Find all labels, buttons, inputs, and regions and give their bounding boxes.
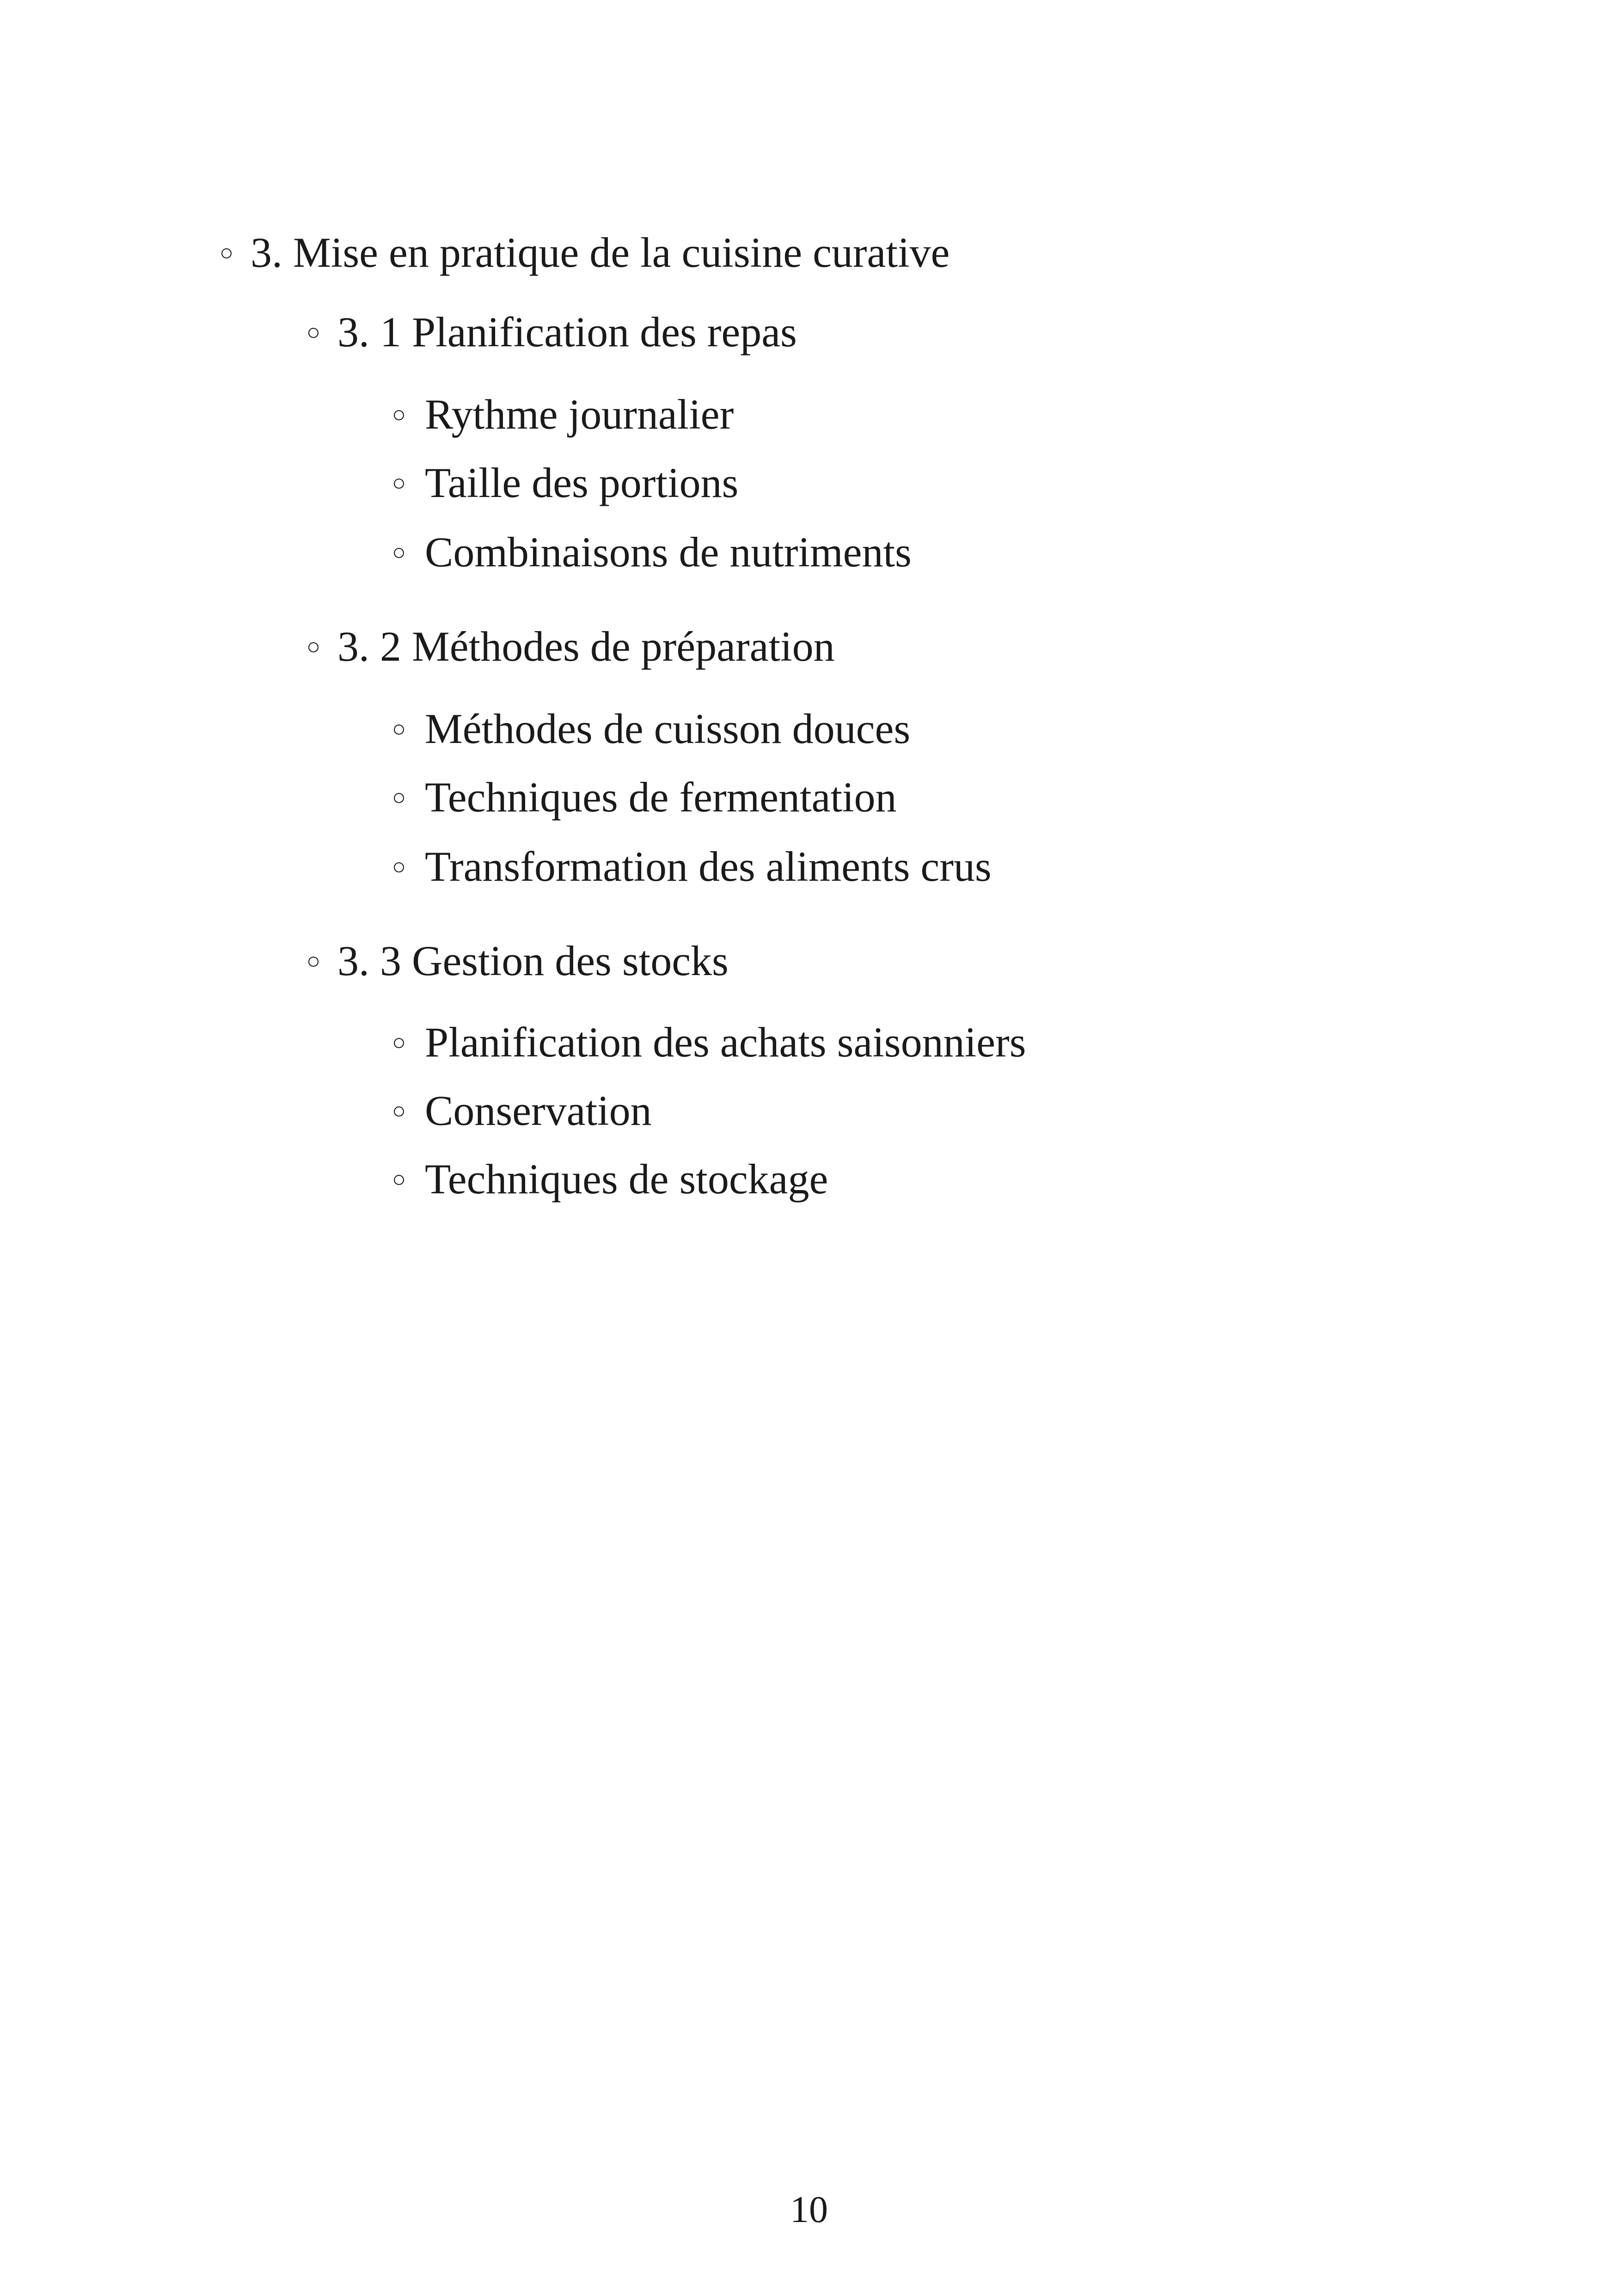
bullet-circle-icon: ○ xyxy=(392,539,406,565)
page-number: 10 xyxy=(790,2188,828,2230)
list-item-label: Transformation des aliments crus xyxy=(425,843,992,890)
list-item-label: Techniques de fermentation xyxy=(425,774,897,821)
bullet-circle-icon: ○ xyxy=(392,1029,406,1055)
bullet-circle-icon: ○ xyxy=(392,715,406,742)
subsection-heading xyxy=(300,308,797,356)
bullet-circle-icon: ○ xyxy=(306,319,321,345)
subsection-label: 3. 3 Gestion des stocks xyxy=(337,937,729,984)
subsection-label: 3. 1 Planification des repas xyxy=(337,308,797,356)
section-heading-label: 3. Mise en pratique de la cuisine curative xyxy=(251,229,950,276)
bullet-circle-icon: ○ xyxy=(392,1166,406,1192)
list-item xyxy=(386,1155,828,1203)
list-item-label: Méthodes de cuisson douces xyxy=(425,705,911,752)
bullet-circle-icon: ○ xyxy=(392,853,406,879)
list-item xyxy=(386,393,734,436)
bullet-circle-icon: ○ xyxy=(392,401,406,427)
list-item-label: Taille des portions xyxy=(425,459,739,506)
list-item-label: Conservation xyxy=(425,1087,652,1134)
list-item xyxy=(386,707,910,750)
list-item xyxy=(386,1019,1026,1066)
list-item xyxy=(386,461,738,504)
bullet-circle-icon: ○ xyxy=(219,239,234,265)
subsection-heading xyxy=(300,625,835,668)
subsection-label: 3. 2 Méthodes de préparation xyxy=(337,623,835,670)
section-heading xyxy=(214,231,950,274)
list-item-label: Combinaisons de nutriments xyxy=(425,528,912,576)
bullet-circle-icon: ○ xyxy=(392,469,406,496)
list-item xyxy=(386,845,992,888)
list-item-label: Techniques de stockage xyxy=(425,1155,828,1203)
bullet-circle-icon: ○ xyxy=(306,633,321,659)
list-item xyxy=(386,528,912,576)
bullet-circle-icon: ○ xyxy=(392,784,406,810)
list-item xyxy=(386,774,897,821)
subsection-heading xyxy=(300,939,729,982)
list-item xyxy=(386,1089,652,1132)
list-item-label: Planification des achats saisonniers xyxy=(425,1019,1026,1066)
list-item-label: Rythme journalier xyxy=(425,391,734,438)
bullet-circle-icon: ○ xyxy=(392,1097,406,1123)
bullet-circle-icon: ○ xyxy=(306,947,321,974)
